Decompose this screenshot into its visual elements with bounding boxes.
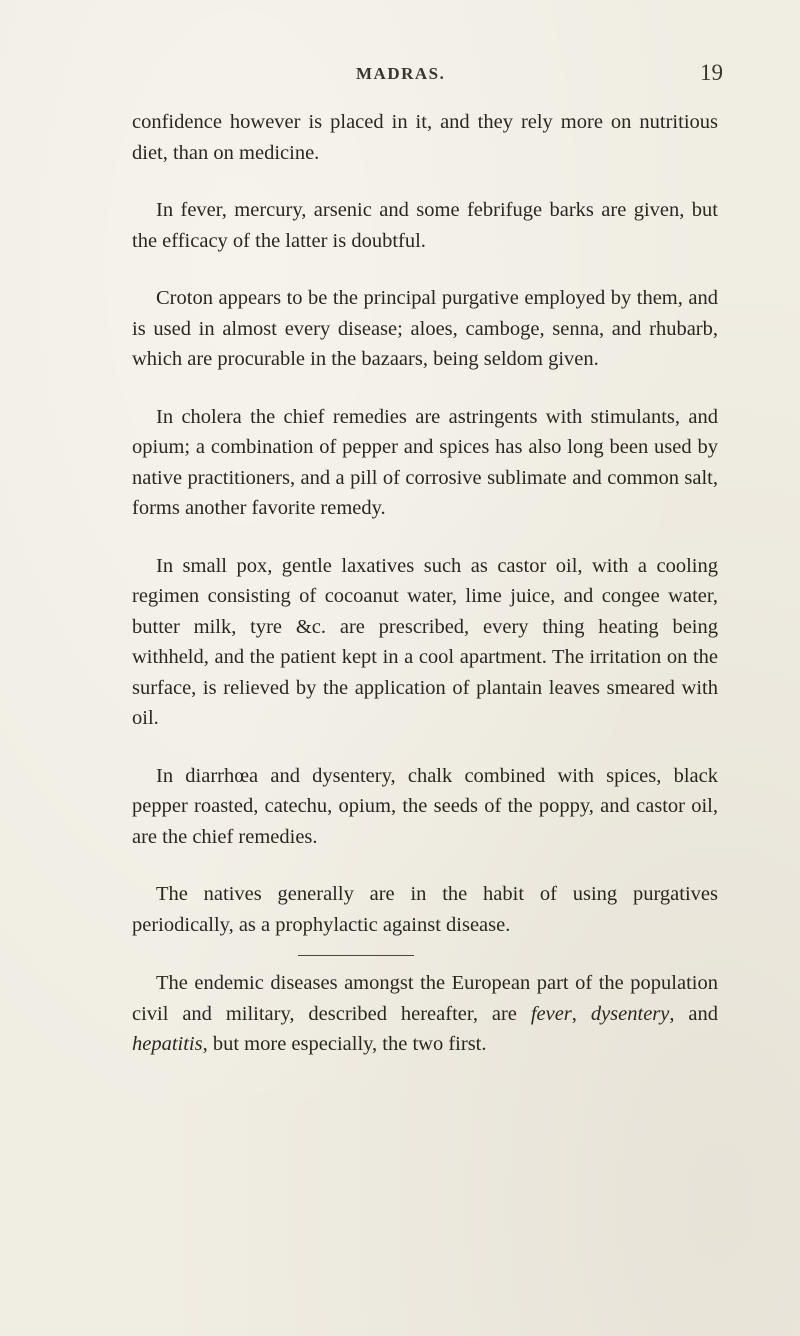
endemic-hepatitis: hepatitis xyxy=(132,1033,203,1055)
endemic-sep-2: , and xyxy=(669,1002,718,1025)
paragraph-croton: Croton appears to be the principal purgative employed by them, and is used in almost every disease; aloes, camboge, senna, and rhubarb, which are procurable in the bazaars, being seldom given. xyxy=(132,287,718,370)
paragraph-confidence: confidence however is placed in it, and they rely more on nutritious diet, than on medicine. xyxy=(132,111,718,164)
paragraph-purgatives: The natives generally are in the habit of using purgatives periodically, as a prophylactic against disease. xyxy=(132,883,718,936)
paragraph-cholera: In cholera the chief remedies are astringents with stimulants, and opium; a combination of pepper and spices has also long been used by native practitioners, and a pill of corrosive sublimate and common salt, forms another favorite remedy. xyxy=(132,405,718,519)
page-header xyxy=(0,60,800,90)
endemic-sep-1: , xyxy=(571,1002,591,1025)
page-number: 19 xyxy=(700,60,723,85)
paragraph-small-pox: In small pox, gentle laxatives such as castor oil, with a cooling regimen consisting of cocoanut water, lime juice, and congee water, butter milk, tyre &c. are prescribed, every thing heating being withheld, and the patient kept in a cool apartment. The irritation on the surface, is relieved by the application of plantain leaves smeared with oil. xyxy=(132,554,718,729)
endemic-dysentery: dysentery xyxy=(590,1002,670,1025)
running-head: MADRAS. xyxy=(356,64,446,83)
body-text xyxy=(132,107,718,1087)
paragraph-endemic xyxy=(132,968,718,1060)
paragraph-diarrhoea: In diarrhœa and dysentery, chalk combined with spices, black pepper roasted, catechu, opium, the seeds of the poppy, and castor oil, are the chief remedies. xyxy=(132,764,718,848)
endemic-tail: , but more especially, the two first. xyxy=(202,1033,487,1055)
endemic-fever: fever xyxy=(530,1002,572,1025)
paragraph-fever: In fever, mercury, arsenic and some febrifuge barks are given, but the efficacy of the latter is doubtful. xyxy=(132,199,718,252)
endemic-lead: The endemic diseases amongst the European part of the population civil and military, described hereafter, are xyxy=(132,972,718,1025)
section-rule xyxy=(298,955,414,956)
